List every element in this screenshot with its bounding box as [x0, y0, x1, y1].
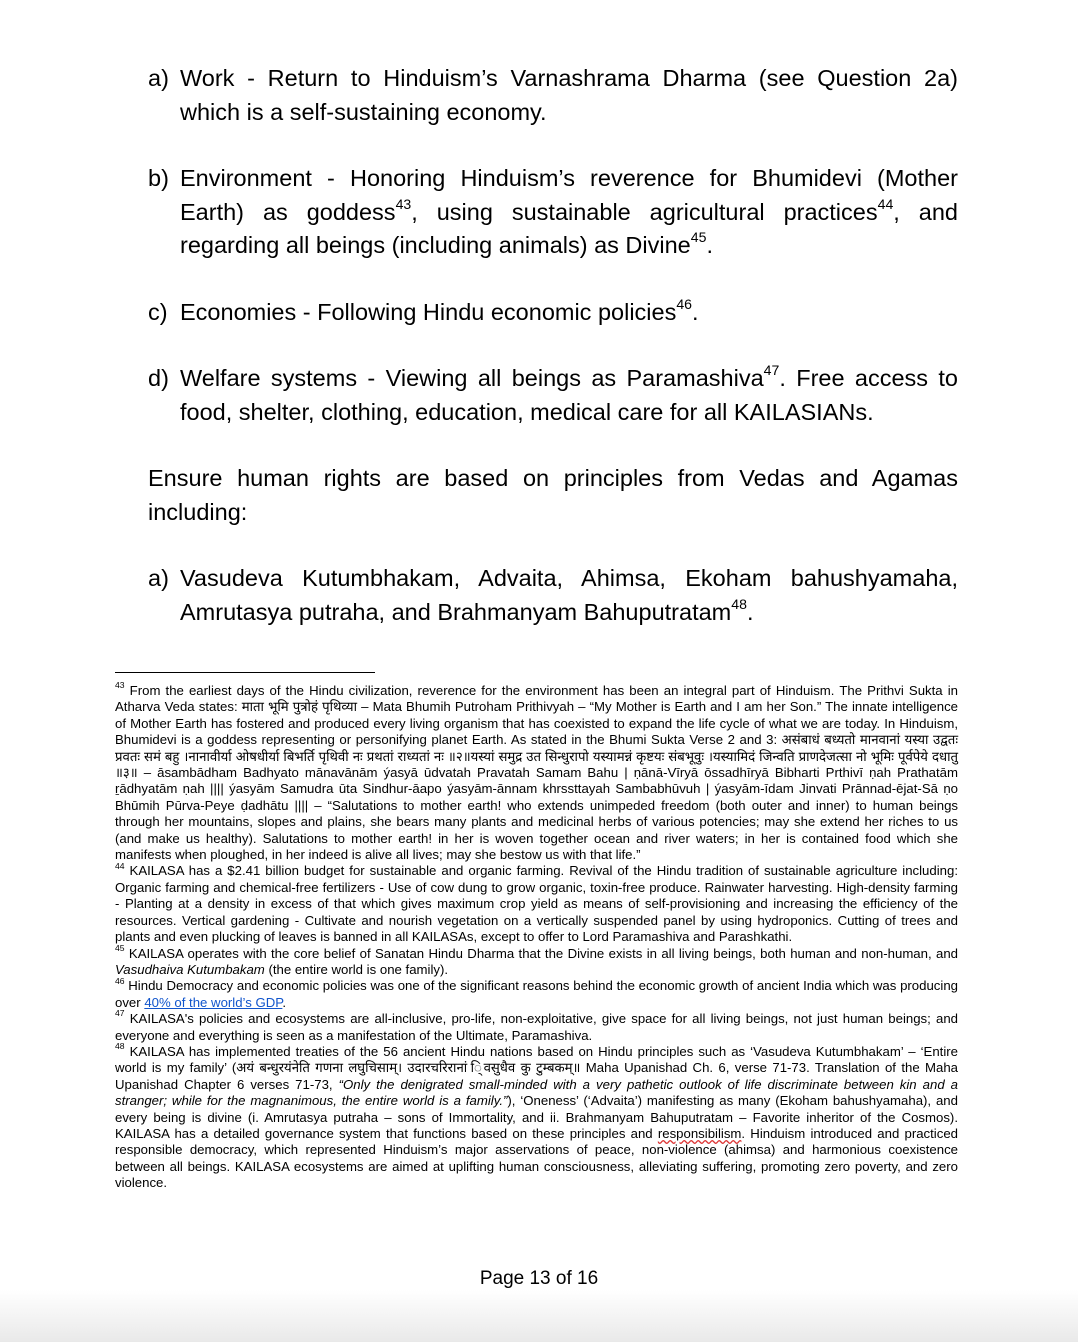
- list-item-environment: [148, 162, 958, 263]
- text-run: Environment - Honoring Hinduism’s reverence for Bhumidevi (Mother Earth) as goddess: [180, 165, 958, 225]
- footnote-separator: [115, 672, 375, 673]
- footnote-ref-46[interactable]: 46: [676, 295, 693, 312]
- footnote-text: KAILASA's policies and ecosystems are all-inclusive, pro-life, non-exploitative, give space for all living beings, not just human beings; and everyone and everything is seen as a manifestation of the Ultimate, Paramashiva.: [115, 1011, 958, 1043]
- list-text: [180, 162, 958, 263]
- footnote-number: 44: [115, 860, 125, 871]
- list-label: a): [148, 565, 169, 591]
- list-label: c): [148, 298, 168, 325]
- text-run: , and regarding all beings (including animals) as Divine: [180, 198, 958, 258]
- footnote-text: KAILASA has a $2.41 billion budget for sustainable and organic farming. Revival of the Hindu tradition of sustainable agriculture including: Organic farming and chemical-free fertilizers - Use of cow dung to grow organic, toxin-free produce. Rainwater harvesting. High-density farming - Planting at a density in excess of that which gives maximum crop yield as means of self-provisioning and increasing the efficiency of the resources. Vertical gardening - Cultivate and nourish vegetation on a vertically suspended panel by using hydroponics. Cutting of trees and plants and even plucking of leaves is banned in all KAILASAs, except to offer to Lord Paramashiva and Parashkathi.: [115, 863, 958, 945]
- text-run: Economies - Following Hindu economic policies: [180, 298, 677, 325]
- footnote-ref-44[interactable]: 44: [877, 195, 894, 212]
- text-run: . Free access to food, shelter, clothing, education, medical care for all KAILASIANs.: [180, 365, 958, 425]
- page-number: Page 13 of 16: [479, 1268, 599, 1289]
- list-text: [180, 362, 958, 429]
- main-content: [148, 62, 958, 662]
- footnote-ref-45[interactable]: 45: [690, 229, 707, 246]
- list-item-welfare: [148, 362, 958, 429]
- list-item-economies: [148, 296, 958, 330]
- text-run: Vasudeva Kutumbhakam, Advaita, Ahimsa, Ekoham bahushyamaha, Amrutasya putraha, and Brahmanyam Bahuputratam: [180, 565, 958, 625]
- text-run: Welfare systems - Viewing all beings as Paramashiva: [180, 365, 764, 391]
- footnote-text: (the entire world is one family).: [264, 961, 449, 977]
- text-run: .: [746, 598, 754, 625]
- text-run: .: [692, 298, 699, 325]
- footnote-number: 47: [115, 1008, 125, 1019]
- list-label: d): [148, 365, 169, 391]
- list-text: [180, 296, 958, 330]
- footnote-text: KAILASA has implemented treaties of the 56 ancient Hindu nations based on Hindu principles such as ‘Vasudeva Kutumbhakam’ – ‘Entire world is my family’ (अयं बन्धुरयंनेति गणना लघुचिसाम्। उदारचरिरानां ि्वसुधैव कु टुम्बकम्॥ Maha Upanishad Ch. 6, verse 71-73. Translation of the Maha Upanishad Chapter 6 verses 71-73,: [115, 1043, 958, 1092]
- footnote-47: [115, 1008, 958, 1044]
- footnote-43: [115, 680, 958, 863]
- list-text: [180, 562, 958, 629]
- footnote-44: [115, 860, 958, 945]
- footnote-text: KAILASA operates with the core belief of Sanatan Hindu Dharma that the Divine exists in all living beings, both human and non-human, and: [124, 945, 958, 961]
- footnote-number: 43: [115, 680, 125, 691]
- footnote-number: 46: [115, 975, 125, 986]
- footnote-text: From the earliest days of the Hindu civilization, reverence for the environment has been an integral part of Hinduism. The Prithvi Sukta in Atharva Veda states: माता भूमि पुत्रोहं पृथिव्या – Mata Bhumih Putroham Prithivyah – “My Mother is Earth and I am her Son.” The innate intelligence of Mother Earth has fostered and produced every living organism that has coexisted to expand the life cycle of what we are today. In Hinduism, Bhumidevi is a goddess representing or personifying planet Earth. As stated in the Bhumi Sukta Verse 2 and 3: असंबाधं बध्यतो मानवानां यस्या उद्वतः प्रवतः समं बहु ।नानावीर्या ओषधीर्या बिभर्ति पृथिवी नः प्रथतां राध्यतां नः ॥२॥यस्यां समुद्र उत सिन्धुरापो यस्यामन्नं कृष्टयः संबभूवुः ।यस्यामिदं जिन्वति प्राणदेजत्सा नो भूमिः पूर्वपेये दधातु ॥३॥ – āsambādham Badhyato mānavānām ýasyā ūdvatah Pravatah Samam Bahu | ṇānā-Vīryā ōssadhīryā Bibharti Prthivī ṇah Prathatām ṟādhyatām ṇah |||| ýasyām Samudra ūta Sindhur-āapo ýasyām-ānnam khrssttayah Sambabhūvuh | ýasyām-īdam Jinvati Prānnad-ējat-Sā ṇo Bhūmih Pūrva-Peye ḍadhātu |||| – “Salutations to mother earth! who extends unimpeded freedom (both outer and inner) to human beings through her mountains, slopes and plains, she bears many plants and medicinal herbs of various potencies; may she extend her riches to us (and make us healthy). Salutations to mother earth! in her is woven together ocean and river waters; in her is contained food which she manifests when ploughed, in her indeed is alive all lives; may she bestow us with that life.”: [115, 683, 958, 863]
- footnote-text: ), ‘Oneness’ (‘Advaita’) manifesting as many (Ekoham bahushyamaha), and every being is divine (i. Amrutasya putraha – sons of Immortality, and ii. Brahmanyam Bahuputratam – Favorite inheritor of the Cosmos). KAILASA has a detailed governance system that functions based on these principles and: [115, 1093, 958, 1141]
- footnote-text: .: [282, 994, 287, 1010]
- text-run: , using sustainable agricultural practices: [411, 198, 878, 225]
- footnote-46: [115, 975, 958, 1011]
- misspelled-word[interactable]: responsibilism: [657, 1125, 742, 1141]
- list-label: a): [148, 65, 169, 91]
- footnote-number: 48: [115, 1041, 125, 1052]
- list-item-work: [148, 62, 958, 129]
- footnote-ref-47[interactable]: 47: [763, 362, 780, 379]
- footnote-italic-text: Vasudhaiva Kutumbakam: [115, 961, 265, 977]
- footnote-text: Hindu Democracy and economic policies was one of the significant reasons behind the economic growth of ancient India which was producing over: [115, 978, 958, 1010]
- gdp-link[interactable]: 40% of the world’s GDP: [144, 994, 283, 1010]
- footnote-45: [115, 942, 958, 979]
- footnote-text: . Hinduism introduced and practiced responsible democracy, which represented Hinduism’s major asservations of peace, non-violence (ahimsa) and harmonious coexistence between all beings. KAILASA ecosystems are aimed at uplifting human consciousness, alleviating suffering, promoting zero poverty, and zero violence.: [115, 1125, 959, 1191]
- footnotes: [115, 680, 959, 1192]
- footnote-number: 45: [115, 942, 125, 953]
- list-item-principles: [148, 562, 958, 629]
- text-run: .: [706, 232, 713, 258]
- footnote-italic-text: “Only the denigrated small-minded with a very pathetic outlook of life discriminate between kin and a stranger; while for the magnanimous, the entire world is a family.”: [115, 1076, 959, 1109]
- body-paragraph: Ensure human rights are based on principles from Vedas and Agamas including:: [148, 465, 958, 525]
- footnote-ref-48[interactable]: 48: [731, 595, 747, 612]
- footnote-48: [115, 1041, 959, 1192]
- footnote-ref-43[interactable]: 43: [395, 195, 412, 212]
- list-text: Work - Return to Hinduism’s Varnashrama Dharma (see Question 2a) which is a self-sustaining economy.: [180, 65, 958, 125]
- list-label: b): [148, 165, 169, 191]
